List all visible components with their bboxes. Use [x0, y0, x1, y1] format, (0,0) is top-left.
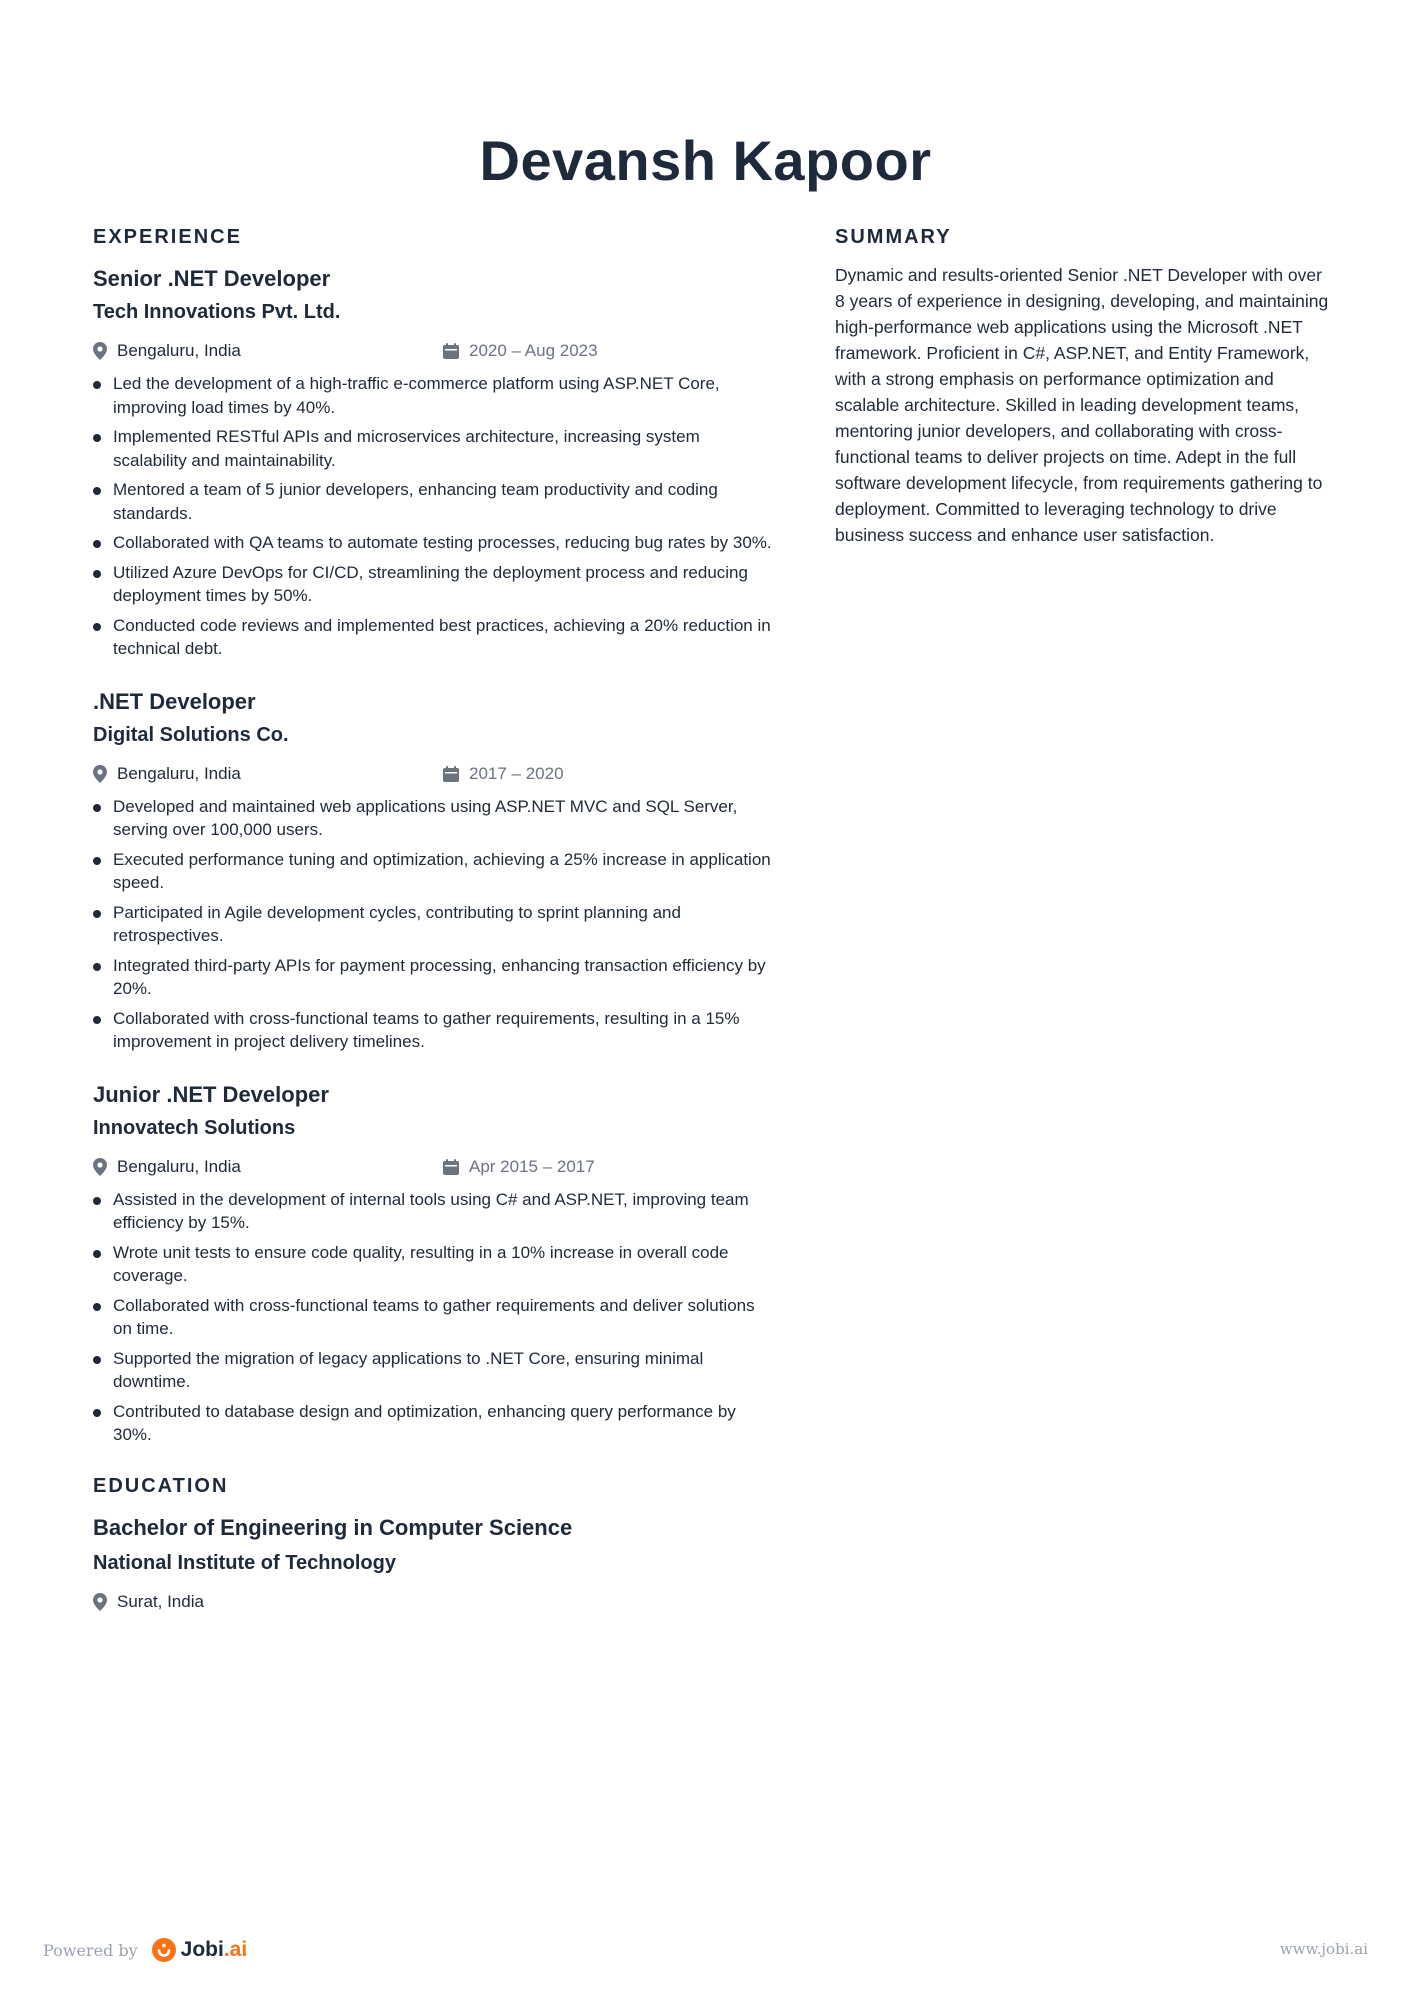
- job-title: Senior .NET Developer: [93, 266, 331, 291]
- summary-text: Dynamic and results-oriented Senior .NET Developer with over 8 years of experience in designing, developing, and maintaining high-performance web applications using the Microsoft .NET framework. Proficient in C#, ASP.NET, and Entity Framework, with a strong emphasis on performance optimization and scalable architecture. Skilled in leading development teams, mentoring junior developers, and collaborating with cross-functional teams to deliver projects on time. Adept in the full software development lifecycle, from requirements gathering to deployment. Committed to leveraging technology to drive business success and enhance user satisfaction.: [835, 265, 1329, 545]
- experience-list: [93, 264, 773, 1447]
- job-bullet-text: Wrote unit tests to ensure code quality, resulting in a 10% increase in overall code coverage.: [113, 1242, 729, 1285]
- job-bullet: [93, 425, 773, 472]
- job-bullet: [93, 1400, 773, 1447]
- footer-website-link[interactable]: www.jobi.ai: [1279, 1940, 1368, 1958]
- map-pin-icon: [93, 1158, 107, 1176]
- job-bullet: [93, 1294, 773, 1341]
- brand-logo[interactable]: [152, 1938, 248, 1962]
- education-school: National Institute of Technology: [93, 1551, 396, 1574]
- bullet-dot: [93, 570, 101, 578]
- job-entry: [93, 264, 773, 661]
- job-location-text: Bengaluru, India: [117, 1156, 241, 1176]
- bullet-dot: [93, 434, 101, 442]
- bullet-dot: [93, 1409, 101, 1417]
- job-bullet-text: Supported the migration of legacy applications to .NET Core, ensuring minimal downtime.: [113, 1348, 704, 1391]
- job-bullet-text: Integrated third-party APIs for payment processing, enhancing transaction efficiency by 20%.: [113, 955, 766, 998]
- job-bullet-text: Led the development of a high-traffic e-commerce platform using ASP.NET Core, improving load times by 40%.: [113, 374, 720, 417]
- job-dates-text: 2020 – Aug 2023: [469, 341, 598, 360]
- job-location-text: Bengaluru, India: [117, 763, 241, 783]
- job-bullet: [93, 954, 773, 1001]
- job-bullet-text: Implemented RESTful APIs and microservices architecture, increasing system scalability and maintainability.: [113, 427, 700, 470]
- summary-heading: SUMMARY: [835, 226, 952, 248]
- bullet-dot: [93, 1303, 101, 1311]
- job-bullet: [93, 531, 773, 555]
- calendar-icon: [443, 766, 459, 782]
- bullet-dot: [93, 381, 101, 389]
- job-entry: [93, 1080, 773, 1447]
- job-company: Digital Solutions Co.: [93, 723, 289, 746]
- right-column: [835, 226, 1330, 548]
- job-title: Junior .NET Developer: [93, 1081, 329, 1107]
- job-dates-text: Apr 2015 – 2017: [469, 1156, 595, 1176]
- job-bullet-text: Participated in Agile development cycles, contributing to sprint planning and retrospectives.: [113, 902, 681, 945]
- job-company: Innovatech Solutions: [93, 1116, 296, 1139]
- job-meta: [93, 762, 773, 786]
- job-bullet-text: Conducted code reviews and implemented best practices, achieving a 20% reduction in technical debt.: [113, 615, 771, 658]
- left-column: [93, 226, 773, 1614]
- job-location: [93, 762, 241, 786]
- job-bullet-text: Collaborated with cross-functional teams to gather requirements, resulting in a 15% improvement in project delivery timelines.: [113, 1008, 740, 1051]
- calendar-icon: [443, 1159, 459, 1175]
- job-bullet: [93, 1007, 773, 1054]
- job-bullet-text: Assisted in the development of internal tools using C# and ASP.NET, improving team efficiency by 15%.: [113, 1189, 749, 1232]
- job-bullet-text: Collaborated with cross-functional teams to gather requirements and deliver solutions on time.: [113, 1295, 755, 1338]
- job-bullet-text: Executed performance tuning and optimization, achieving a 25% increase in application speed.: [113, 849, 771, 892]
- job-bullet: [93, 901, 773, 948]
- job-bullet-text: Developed and maintained web applications using ASP.NET MVC and SQL Server, serving over 100,000 users.: [113, 796, 738, 839]
- job-meta: [93, 1155, 773, 1179]
- job-bullet: [93, 1188, 773, 1235]
- education-location: [93, 1590, 204, 1614]
- job-bullet: [93, 795, 773, 842]
- bullet-dot: [93, 804, 101, 812]
- bullet-dot: [93, 1016, 101, 1024]
- job-dates: [443, 1155, 595, 1179]
- job-bullets: [93, 795, 773, 1054]
- job-location: [93, 339, 241, 363]
- job-company: Tech Innovations Pvt. Ltd.: [93, 301, 341, 323]
- education-degree: Bachelor of Engineering in Computer Science: [93, 1514, 573, 1540]
- job-bullet-text: Contributed to database design and optimization, enhancing query performance by 30%.: [113, 1401, 736, 1444]
- education-heading: EDUCATION: [93, 1474, 229, 1497]
- brand-suffix: .ai: [223, 1938, 248, 1961]
- bullet-dot: [93, 487, 101, 495]
- candidate-name: Devansh Kapoor: [479, 129, 932, 192]
- job-bullet: [93, 372, 773, 419]
- job-bullet: [93, 614, 773, 661]
- bullet-dot: [93, 1356, 101, 1364]
- bullet-dot: [93, 1250, 101, 1258]
- map-pin-icon: [93, 342, 107, 360]
- bullet-dot: [93, 540, 101, 548]
- bullet-dot: [93, 623, 101, 631]
- powered-by-label: Powered by: [43, 1940, 138, 1960]
- bullet-dot: [93, 910, 101, 918]
- job-dates-text: 2017 – 2020: [469, 763, 564, 783]
- map-pin-icon: [93, 765, 107, 783]
- job-bullet: [93, 561, 773, 608]
- job-dates: [443, 339, 598, 363]
- education-location-text: Surat, India: [117, 1591, 204, 1611]
- job-bullet-text: Utilized Azure DevOps for CI/CD, streamlining the deployment process and reducing deployment times by 50%.: [113, 562, 748, 605]
- job-meta: [93, 339, 773, 363]
- jobi-logo-icon: [152, 1938, 176, 1962]
- bullet-dot: [93, 857, 101, 865]
- job-bullet-text: Mentored a team of 5 junior developers, enhancing team productivity and coding standards.: [113, 480, 718, 523]
- job-location-text: Bengaluru, India: [117, 341, 241, 360]
- job-location: [93, 1155, 241, 1179]
- brand-name: Jobi: [180, 1938, 224, 1961]
- calendar-icon: [443, 343, 459, 359]
- job-bullets: [93, 1188, 773, 1447]
- map-pin-icon: [93, 1593, 107, 1611]
- education-meta: [93, 1590, 773, 1614]
- bullet-dot: [93, 1197, 101, 1205]
- job-dates: [443, 762, 564, 786]
- job-bullet: [93, 478, 773, 525]
- job-bullets: [93, 372, 773, 661]
- job-bullet: [93, 848, 773, 895]
- job-bullet: [93, 1241, 773, 1288]
- job-bullet-text: Collaborated with QA teams to automate testing processes, reducing bug rates by 30%.: [113, 533, 772, 552]
- job-bullet: [93, 1347, 773, 1394]
- experience-heading: EXPERIENCE: [93, 226, 242, 248]
- footer-powered-by: [43, 1938, 247, 1962]
- job-entry: [93, 687, 773, 1054]
- job-title: .NET Developer: [93, 688, 256, 714]
- bullet-dot: [93, 963, 101, 971]
